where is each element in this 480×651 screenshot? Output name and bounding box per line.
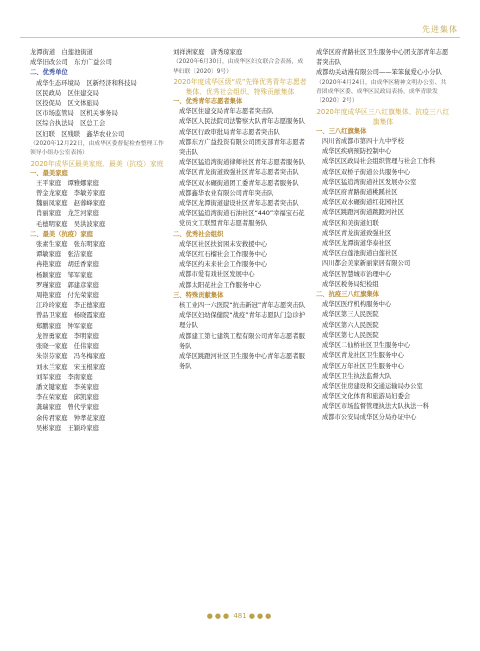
list-item: 成华区跳蹬河街道跳蹬河社区: [322, 209, 404, 217]
list-item: 罗瑾家庭 郭建彦家庭: [36, 281, 99, 289]
list-item: 毛德明家庭 吴洪波家庭: [36, 220, 106, 228]
subsection-heading: 二、优秀社会组织: [173, 230, 224, 238]
header-rule: [20, 37, 460, 38]
list-item: 四川都会美家新丽家居有限公司: [322, 260, 411, 268]
list-item: 刘永兰家庭 宋玉根家庭: [36, 363, 106, 371]
list-item: 成都东方广益投资有限公司团支部青年志愿者突击队: [179, 138, 305, 157]
list-item: 谭敏家庭 张洁家庭: [36, 251, 93, 259]
list-item: 成华区青龙街道致强社区: [322, 229, 392, 237]
list-item: 余传君家庭 钟孝花家庭: [36, 414, 106, 422]
list-item: 成都市爱有戏社区发展中心: [179, 271, 255, 279]
list-item: 成华区猛追湾街道石油社区“440”幸福宝石花党员文工联盟青年志愿者服务队: [179, 210, 305, 228]
list-item: 魏丽凤家庭 赵蓉峰家庭: [36, 200, 106, 208]
list-item: 潘文键家庭 李英家庭: [36, 383, 99, 391]
list-item: 成华区区政局社会组织管理与社会工作科: [322, 158, 436, 166]
list-item: 四川省成都市第四十九中学校: [322, 138, 404, 146]
list-item: 冉艳家庭 胡廷香家庭: [36, 261, 99, 269]
list-item: 区民政局 区住建交局: [36, 89, 99, 97]
footer-ornament-right: ●●●: [248, 612, 274, 620]
list-item: 成华区智慧城市治理中心: [322, 270, 392, 278]
list-item: 成都太阳花社会工作服务中心: [179, 281, 261, 289]
list-item: 成都市公安局成华区分局办证中心: [322, 413, 417, 421]
list-item: 成华区府青路街道桃蹊社区: [322, 189, 398, 197]
list-item: 成华区疾病预防控制中心: [322, 148, 392, 156]
column-1: [30, 48, 164, 608]
page-number: 481: [233, 612, 247, 620]
list-item: 成都鑫华农业有限公司青年突击队: [179, 189, 274, 197]
list-item: 刘军家庭 李南家庭: [36, 373, 93, 381]
list-item: 成华区妇幼保健院“战疫”青年志愿队门急诊护理分队: [179, 312, 306, 330]
list-item: 区投促局 区文体旅局: [36, 100, 99, 108]
list-item: 曾品卫家庭 杨晓霞家庭: [36, 312, 106, 320]
text-line: 成都幼关动漫有限公司——笨笨鼠爱心小分队: [316, 69, 442, 77]
list-item: 成华区龙潭街道华泰社区: [322, 240, 392, 248]
list-item: 成华区猛追湾街道社区发展办公室: [322, 178, 417, 186]
list-item: 区综合执法局 区总工会: [36, 120, 106, 128]
list-item: 成华区双水碾街道红花园社区: [322, 199, 404, 207]
subsection-heading: 二、最美（抗疫）家庭: [30, 230, 93, 238]
list-item: 成华区猛追湾街道律师社区青年志愿者服务队: [179, 159, 305, 167]
page-header: [0, 0, 480, 40]
group-title: 2020年度成华区三八红旗集体、抗疫三八红旗集体: [316, 107, 450, 126]
subsection-heading: 一、优秀青年志愿者集体: [173, 98, 243, 106]
running-head: 先进集体: [422, 25, 458, 34]
list-item: 成华区白莲池街道白莲社区: [322, 250, 398, 258]
list-item: 成华区税务局纪检组: [322, 280, 379, 288]
column-2: [173, 48, 307, 608]
text-line: 刘祥洲家庭 唐秀琼家庭: [173, 49, 243, 56]
commendation-note: （2020年12月22日，由成华区委督促检查整理工作领导小组办公室表扬）: [30, 140, 164, 157]
list-item: 成华区龙潭街道建设社区青年志愿者突击队: [179, 200, 299, 208]
list-item: 成华区文化体育和旅游局妇委会: [322, 393, 411, 401]
footer-ornament-left: ●●●: [206, 612, 232, 620]
group-title: 2020年成华区最美家庭、最美（抗疫）家庭: [30, 159, 164, 168]
list-item: 成华区跳蹬河社区卫生服务中心青年志愿者服务队: [179, 353, 305, 371]
list-item: 肖丽家庭 龙芝河家庭: [36, 210, 99, 218]
list-item: 成华区行政审批局青年志愿者突击队: [179, 128, 280, 136]
content-columns: [30, 48, 450, 608]
list-item: 张晓一家庭 任伟家庭: [36, 343, 99, 351]
list-item: 区妇联 区残联 鑫华农业公司: [36, 130, 125, 138]
list-item: 成华区住建交局青年志愿者突击队: [179, 108, 274, 116]
list-item: 张素生家庭 张东明家庭: [36, 241, 106, 249]
list-item: 成都建工第七建筑工程有限公司青年志愿者服务队: [179, 332, 305, 350]
list-item: 朱崇芬家庭 冯冬梅家庭: [36, 353, 106, 361]
list-item: 郑鹏家庭 钟军家庭: [36, 322, 93, 330]
list-item: 成华区红石榴社会工作服务中心: [179, 251, 268, 259]
list-item: 成华区社区扶贫困未安救援中心: [179, 240, 268, 248]
commendation-note: （2020年4月24日，由成华区精神文明办公室、共青团成华区委、成华区民政局表扬，成华青联发〔2020〕2号）: [316, 79, 447, 105]
text-line: 成华旧改公司 东方广益公司: [30, 59, 112, 67]
subsection-heading: 二、抗疫三八红旗集体: [316, 291, 379, 299]
section-heading: 二、优秀单位: [30, 69, 68, 77]
list-item: 江玲玲家庭 李正德家庭: [36, 302, 106, 310]
text-line: 龙潭街道 白莲池街道: [30, 49, 93, 56]
list-item: 龚瑞家庭 曾代学家庭: [36, 404, 99, 412]
subsection-heading: 一、三八红旗集体: [316, 127, 367, 135]
group-title: 2020年度成华区级“成”先锋优秀青年志愿者集体、优秀社会组织、特殊贡献集体: [173, 78, 307, 97]
page-footer: [0, 612, 480, 620]
list-item: 成华区双水碾街道团工委青年志愿者服务队: [179, 179, 299, 187]
subsection-heading: 一、最美家庭: [30, 169, 68, 177]
list-item: 龙智勇家庭 李明家庭: [36, 332, 99, 340]
list-item: 成华区万年社区卫生服务中心: [322, 362, 404, 370]
list-item: 成华区医疗机构服务中心: [322, 301, 392, 309]
list-item: 成华区和美街道妇联: [322, 219, 379, 227]
list-item: 曾金龙家庭 李敏芳家庭: [36, 190, 106, 198]
list-item: 成华区青龙社区卫生服务中心: [322, 352, 404, 360]
list-item: 区市场监管局 区机关事务局: [36, 110, 118, 118]
list-item: 李在荣家庭 邱凯家庭: [36, 394, 99, 402]
list-item: 成华区第六人民医院: [322, 321, 379, 329]
list-item: 成华区约未来社会工作服务中心: [179, 261, 268, 269]
text-line: 成华区府青路社区卫生服务中心团支部青年志愿者突击队: [316, 49, 449, 67]
list-item: 周艳家庭 付光荣家庭: [36, 292, 99, 300]
commendation-note: （2020年6月30日，由成华区妇女联合会表扬，成华妇联〔2020〕9号）: [173, 59, 304, 75]
subsection-heading: 三、特殊贡献集体: [173, 291, 224, 299]
list-item: 成华区第三人民医院: [322, 311, 379, 319]
list-item: 成华区市场监督管理执法大队执法一科: [322, 403, 430, 411]
list-item: 王平家庭 谭雅娜家庭: [36, 179, 99, 187]
list-item: 成华区二仙桥社区卫生服务中心: [322, 342, 411, 350]
list-item: 杨颖家庭 邹军家庭: [36, 271, 93, 279]
list-item: 成华区青龙街道致强社区青年志愿者突击队: [179, 169, 299, 177]
list-item: 成华区双桥子街道公共服务中心: [322, 168, 411, 176]
list-item: 成华生态环境局 区新经济和科技局: [36, 79, 137, 87]
list-item: 吴彬家庭 王颖玲家庭: [36, 424, 99, 432]
list-item: 核工业四一六医院“抗击新冠”青年志愿突击队: [179, 302, 306, 310]
list-item: 成华区第七人民医院: [322, 331, 379, 339]
list-item: 成华区住房建设和交通运输局办公室: [322, 382, 423, 390]
list-item: 成华区卫生执法监督大队: [322, 372, 392, 380]
list-item: 成华区人民法院司法警察大队青年志愿服务队: [179, 118, 305, 126]
column-3: [316, 48, 450, 608]
